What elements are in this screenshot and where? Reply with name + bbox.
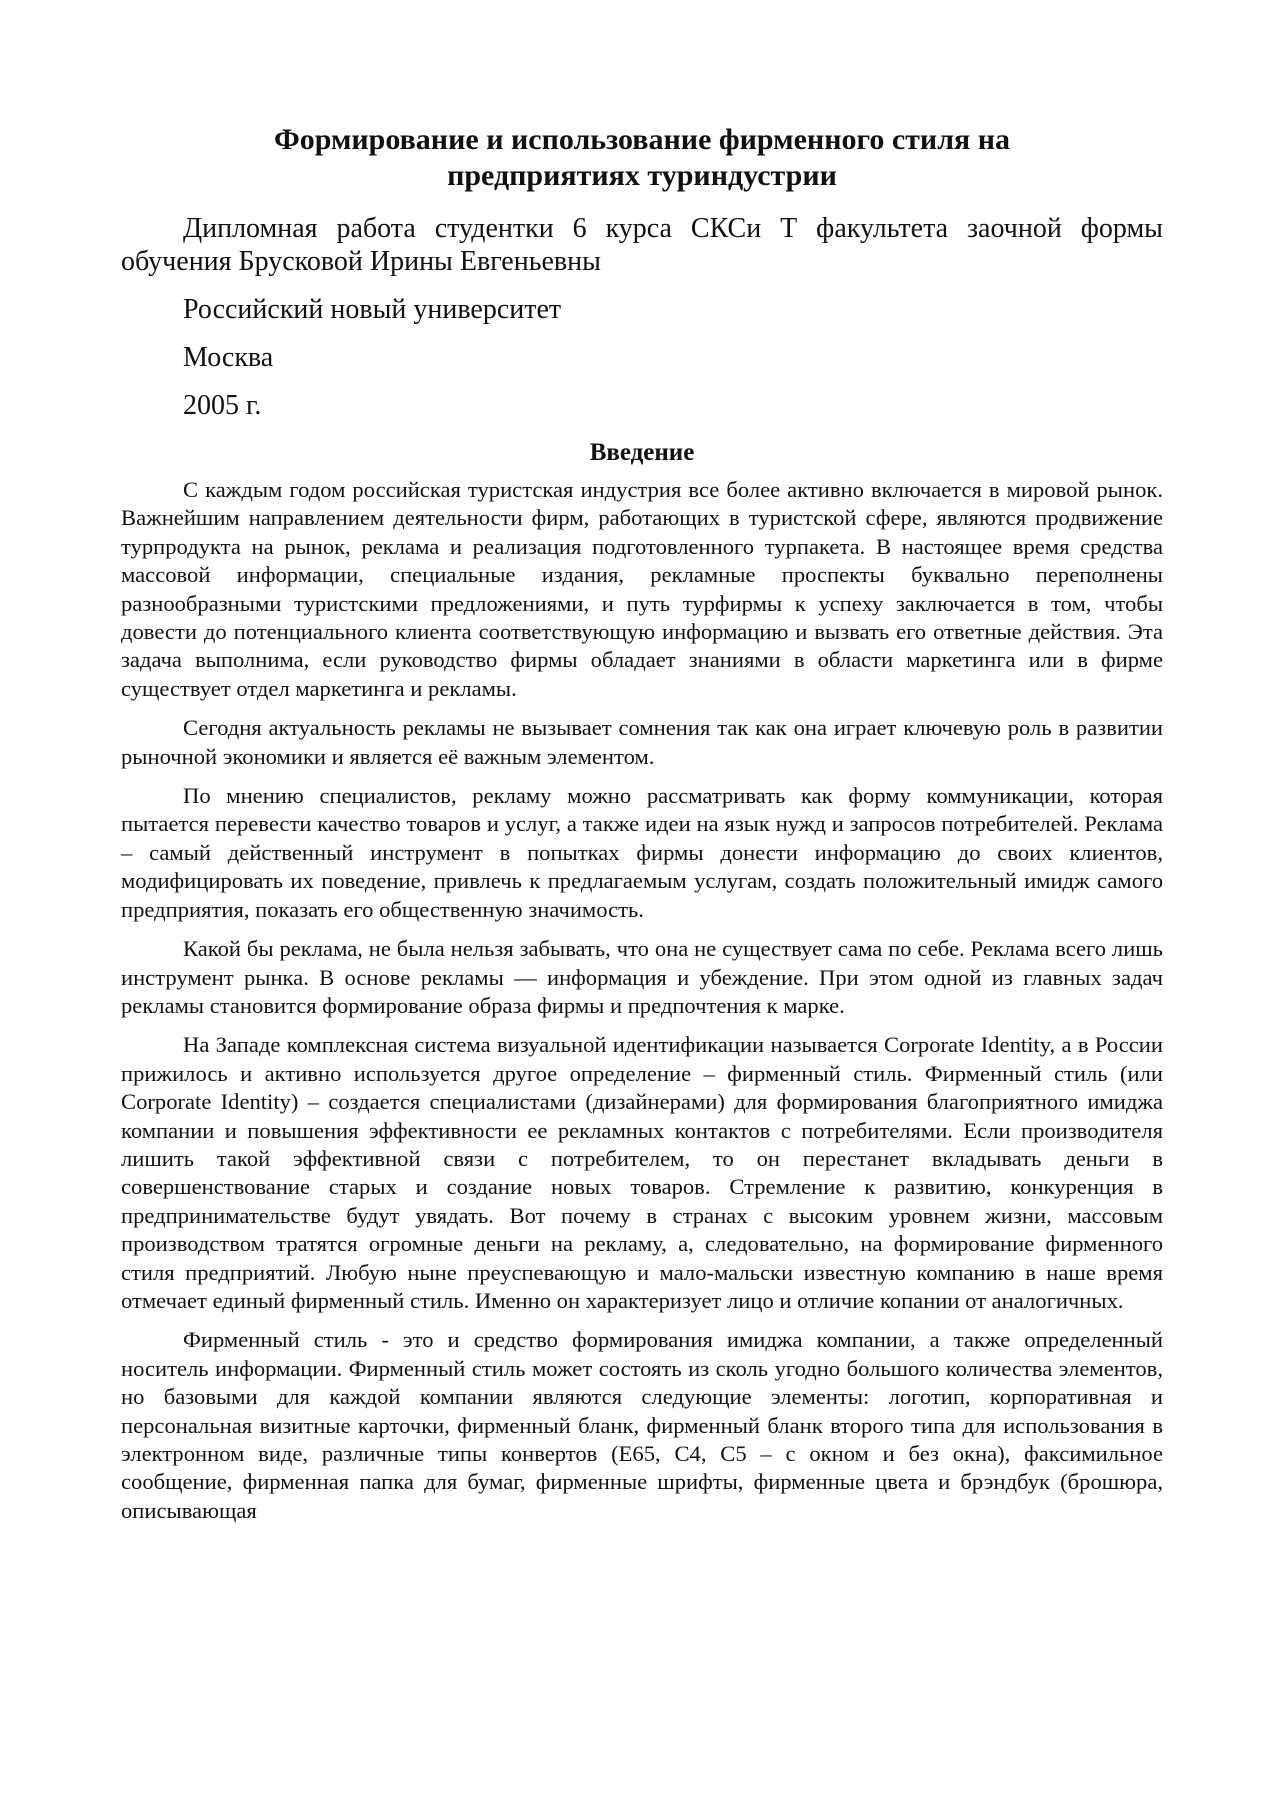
paragraph-2: Сегодня актуальность рекламы не вызывает сомнения так как она играет ключевую роль в развитии рыночной экономики и является её важным элементом. xyxy=(121,715,1163,769)
paragraph-6: Фирменный стиль - это и средство формирования имиджа компании, а также определенный носитель информации. Фирменный стиль может состоять из сколь угодно большого количества элементов, но базовыми для каждой компании являются следующие элементы: логотип, корпоративная и персональная визитные карточки, фирменный бланк, фирменный бланк второго типа для использования в электронном виде, различные типы конвертов (Е65, С4, С5 – с окном и без окна), факсимильное сообщение, фирменная папка для бумаг, фирменные шрифты, фирменные цвета и брэндбук (брошюра, описывающая xyxy=(121,1327,1163,1523)
author-line: Дипломная работа студентки 6 курса СКСи Т факультета заочной формы обучения Брусковой Ирины Евгеньевны xyxy=(121,213,1163,277)
paragraph-1: С каждым годом российская туристская индустрия все более активно включается в мировой рынок. Важнейшим направлением деятельности фирм, работающих в туристской сфере, являются продвижение турпродукта на рынок, реклама и реализация подготовленного турпакета. В настоящее время средства массовой информации, специальные издания, рекламные проспекты буквально переполнены разнообразными туристскими предложениями, и путь турфирмы к успеху заключается в том, чтобы довести до потенциального клиента соответствующую информацию и вызвать его ответные действия. Эта задача выполнима, если руководство фирмы обладает знаниями в области маркетинга или в фирме существует отдел маркетинга и рекламы. xyxy=(121,477,1163,701)
city-line: Москва xyxy=(183,342,274,373)
paragraph-4: Какой бы реклама, не была нельзя забывать, что она не существует сама по себе. Реклама всего лишь инструмент рынка. В основе рекламы — информация и убеждение. При этом одной из главных задач рекламы становится формирование образа фирмы и предпочтения к марке. xyxy=(121,936,1163,1018)
paragraph-3: По мнению специалистов, рекламу можно рассматривать как форму коммуникации, которая пытается перевести качество товаров и услуг, а также идеи на язык нужд и запросов потребителей. Реклама – самый действенный инструмент в попытках фирмы донести информацию до своих клиентов, модифицировать их поведение, привлечь к предлагаемым услугам, создать положительный имидж самого предприятия, показать его общественную значимость. xyxy=(121,783,1163,922)
university-line: Российский новый университет xyxy=(183,294,562,325)
document-page xyxy=(121,122,1163,1525)
section-heading: Введение xyxy=(589,439,695,466)
year-line: 2005 г. xyxy=(183,390,262,421)
document-title: Формирование и использование фирменного стиля на предприятиях туриндустрии xyxy=(273,123,1011,192)
paragraph-5: На Западе комплексная система визуальной идентификации называется Corporate Identity, а в России прижилось и активно используется другое определение – фирменный стиль. Фирменный стиль (или Corporate Identity) – создается специалистами (дизайнерами) для формирования благоприятного имиджа компании и повышения эффективности ее рекламных контактов с потребителями. Если производителя лишить такой эффективной связи с потребителем, то он перестанет вкладывать деньги в совершенствование старых и создание новых товаров. Стремление к развитию, конкуренция в предпринимательстве будут увядать. Вот почему в странах с высоким уровнем жизни, массовым производством тратятся огромные деньги на рекламу, а, следовательно, на формирование фирменного стиля предприятий. Любую ныне преуспевающую и мало-мальски известную компанию в наше время отмечает единый фирменный стиль. Именно он характеризует лицо и отличие копании от аналогичных. xyxy=(121,1032,1163,1313)
